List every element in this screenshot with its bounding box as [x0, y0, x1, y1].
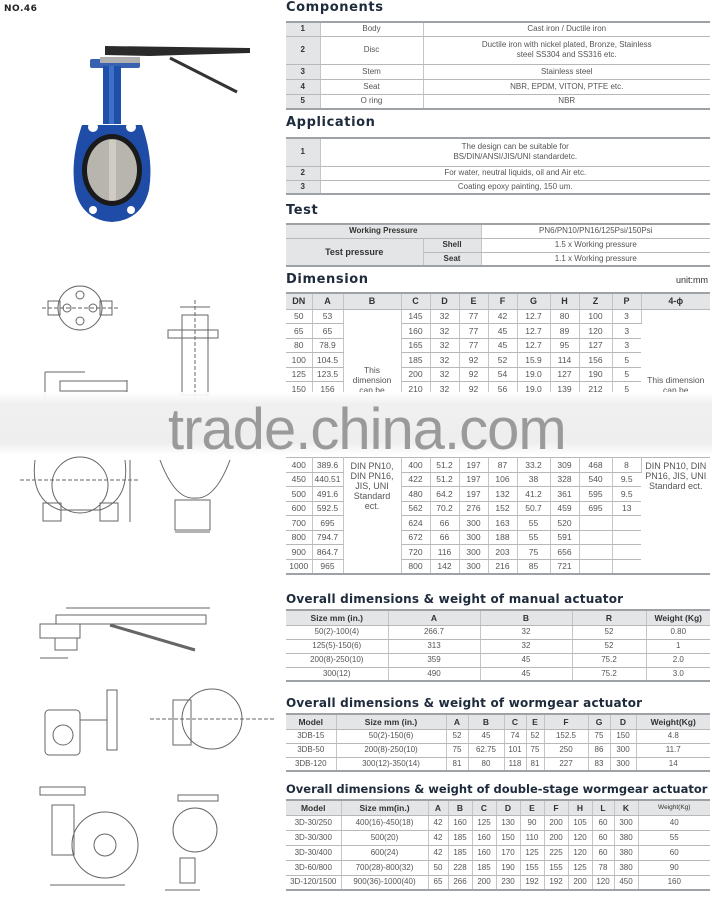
table-row: Test pressure Shell 1.5 x Working pressure: [286, 238, 710, 252]
unit-label: unit:mm: [675, 275, 708, 285]
table-row: 600 592.5 562 70.2 276 152 50.7 459 695 13: [286, 501, 710, 516]
table-row: 3D-30/250 400(16)-450(18) 42 160 125 130 90 200 105 60 300 40: [286, 815, 710, 830]
table-row: 400 389.6 DIN PN10, DIN PN16, JIS, UNI Standard ect. 400 51.2 197 87 33.2 309 468 8 DIN PN10, DIN PN16, JIS, UNI Standard ect.: [286, 458, 710, 473]
table-row: 65 65 160 32 77 45 12.7 89 120 3: [286, 324, 710, 339]
table-row: 3D-60/800 700(28)-800(32) 50 228 185 190 155 155 125 78 380 90: [286, 860, 710, 875]
table-row: 5 O ring NBR: [286, 94, 710, 109]
table-row: 300(12) 490 45 75.2 3.0: [286, 667, 710, 681]
table-row: 2 Disc Ductile iron with nickel plated, Bronze, Stainless steel SS304 and SS316 etc.: [286, 36, 710, 64]
table-header-row: Model Size mm (in.) A B C E F G D Weight(Kg): [286, 714, 710, 729]
application-title: Application: [286, 115, 376, 130]
table-row: 3D-30/400 600(24) 42 185 160 170 125 225 120 60 380 60: [286, 845, 710, 860]
components-title: Components: [286, 0, 384, 15]
table-row: 500 491.6 480 64.2 197 132 41.2 361 595 9.5: [286, 487, 710, 502]
wormgear-actuator-table: [286, 713, 710, 772]
double-stage-actuator-title: Overall dimensions & weight of double-stage wormgear actuator: [286, 782, 708, 796]
table-row: 150 156 210 32 92 56 19.0 139 212 5: [286, 382, 710, 393]
table-header-row: Model Size mm(in.) A B C D E F H L K Weight(Kg): [286, 800, 710, 815]
table-row: 1 The design can be suitable for BS/DIN/ANSI/JIS/UNI standardetc.: [286, 138, 710, 166]
table-row: 3DB-120 300(12)-350(14) 81 80 118 81 227 83 300 14: [286, 757, 710, 771]
dimension-table-top: [286, 292, 710, 392]
double-stage-actuator-table: [286, 799, 710, 891]
table-row: 200(8)-250(10) 359 45 75.2 2.0: [286, 653, 710, 667]
table-row: 3 Coating epoxy painting, 150 um.: [286, 180, 710, 194]
table-row: 125 123.5 200 32 92 54 19.0 127 190 5: [286, 367, 710, 382]
watermark-text: trade.china.com: [168, 397, 566, 462]
table-row: 1 Body Cast iron / Ductile iron: [286, 22, 710, 36]
table-row: 50 53 This dimension can be 145 32 77 42 12.7 80 100 3 This dimension can be: [286, 309, 710, 324]
table-row: Working Pressure PN6/PN10/PN16/125Psi/150Psi: [286, 224, 710, 238]
table-row: Seat 1.1 x Working pressure: [286, 252, 710, 266]
table-row: 3 Stem Stainless steel: [286, 64, 710, 79]
butterfly-valve-photo: [0, 0, 282, 240]
table-row: 700 695 624 66 300 163 55 520: [286, 516, 710, 531]
table-row: 900 864.7 720 116 300 203 75 656: [286, 545, 710, 560]
table-row: 3DB-50 200(8)-250(10) 75 62.75 101 75 250 86 300 11.7: [286, 743, 710, 757]
table-row: 80 78.9 165 32 77 45 12.7 95 127 3: [286, 338, 710, 353]
table-header-row: DN A B C D E F G H Z P 4-ϕ: [286, 293, 710, 309]
wormgear-actuator-title: Overall dimensions & weight of wormgear actuator: [286, 696, 643, 710]
table-row: 800 794.7 672 66 300 188 55 591: [286, 530, 710, 545]
components-table: [286, 21, 710, 110]
table-row: 3D-120/1500 900(36)-1000(40) 65 266 200 230 192 192 200 120 450 160: [286, 875, 710, 890]
table-row: 50(2)-100(4) 266.7 32 52 0.80: [286, 625, 710, 639]
test-table: [286, 223, 710, 267]
table-row: 4 Seat NBR, EPDM, VITON, PTFE etc.: [286, 79, 710, 94]
dimension-table-bottom: [286, 457, 710, 575]
table-row: 450 440.51 422 51.2 197 106 38 328 540 9.5: [286, 472, 710, 487]
actuator-technical-drawing: [0, 580, 282, 900]
dimension-title: Dimension: [286, 272, 369, 287]
manual-actuator-table: [286, 609, 710, 682]
table-row: 100 104.5 185 32 92 52 15.9 114 156 5: [286, 353, 710, 368]
table-row: 2 For water, neutral liquids, oil and Air etc.: [286, 166, 710, 180]
table-header-row: Size mm (in.) A B R Weight (Kg): [286, 610, 710, 625]
model-number: NO.46: [4, 4, 38, 14]
table-row: 3DB-15 50(2)-150(6) 52 45 74 52 152.5 75 150 4.8: [286, 729, 710, 743]
table-row: 3D-30/300 500(20) 42 185 160 150 110 200 120 60 380 55: [286, 830, 710, 845]
test-title: Test: [286, 203, 319, 218]
application-table: [286, 137, 710, 195]
table-row: 125(5)-150(6) 313 32 52 1: [286, 639, 710, 653]
manual-actuator-title: Overall dimensions & weight of manual actuator: [286, 592, 624, 606]
table-row: 1000 965 800 142 300 216 85 721: [286, 559, 710, 574]
